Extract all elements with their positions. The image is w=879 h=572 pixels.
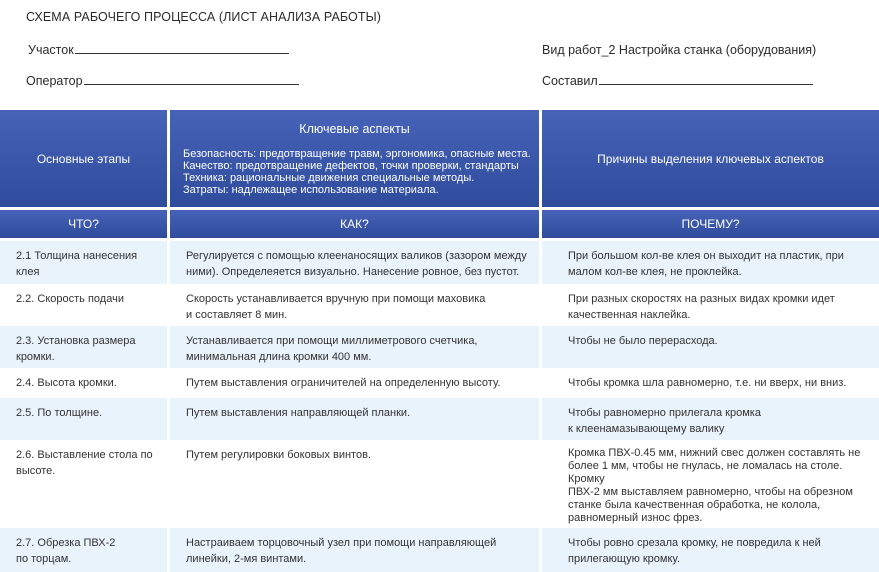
cell-what: 2.6. Выставление стола по высоте. xyxy=(0,440,170,528)
key-aspects-title: Ключевые аспекты xyxy=(299,121,410,136)
cell-what: 2.4. Высота кромки. xyxy=(0,368,170,398)
blank-line xyxy=(599,73,813,85)
table-row xyxy=(0,440,879,528)
cell-how: Путем выставления ограничителей на определенную высоту. xyxy=(170,368,542,398)
field-uchastok xyxy=(28,42,289,57)
subheader-how: КАК? xyxy=(170,207,542,241)
cell-how: Устанавливается при помощи миллиметрового счетчика, минимальная длина кромки 400 мм. xyxy=(170,326,542,368)
cell-why: Чтобы ровно срезала кромку, не повредила к ней прилегающую кромку. xyxy=(542,528,879,572)
cell-why: При разных скоростях на разных видах кромки идет качественная наклейка. xyxy=(542,284,879,326)
cell-how: Настраиваем торцовочный узел при помощи направляющей линейки, 2-мя винтами. xyxy=(170,528,542,572)
field-operator xyxy=(26,73,299,88)
document-title: СХЕМА РАБОЧЕГО ПРОЦЕССА (ЛИСТ АНАЛИЗА РАБОТЫ) xyxy=(26,10,382,24)
key-aspect-item: Безопасность: предотвращение травм, эргономика, опасные места. xyxy=(183,147,531,160)
header-reasons: Причины выделения ключевых аспектов xyxy=(542,110,879,207)
cell-why: Чтобы кромка шла равномерно, т.е. ни вверх, ни вниз. xyxy=(542,368,879,398)
cell-why: Кромка ПВХ-0.45 мм, нижний свес должен составлять не более 1 мм, чтобы не гнулась, не ломалась на столе. Кромку ПВХ-2 мм выставляем равномерно, чтобы на обрезном станке была качественная обработка, не колола, равномерный износ фрез. xyxy=(542,440,879,528)
cell-what: 2.5. По толщине. xyxy=(0,398,170,440)
key-aspect-item: Качество: предотвращение дефектов, точки проверки, стандарты xyxy=(183,159,519,172)
table-row xyxy=(0,398,879,440)
cell-what: 2.3. Установка размера кромки. xyxy=(0,326,170,368)
table-row xyxy=(0,368,879,398)
table-row xyxy=(0,326,879,368)
cell-how: Скорость устанавливается вручную при помощи маховика и составляет 8 мин. xyxy=(170,284,542,326)
cell-what: 2.7. Обрезка ПВХ-2 по торцам. xyxy=(0,528,170,572)
field-operator-label: Оператор xyxy=(26,74,83,88)
table-row xyxy=(0,284,879,326)
blank-line xyxy=(84,73,299,85)
header-main-stages: Основные этапы xyxy=(0,110,170,207)
field-vid-rabot xyxy=(542,43,816,57)
subheader-why: ПОЧЕМУ? xyxy=(542,207,879,241)
cell-what: 2.2. Скорость подачи xyxy=(0,284,170,326)
cell-how: Путем выставления направляющей планки. xyxy=(170,398,542,440)
key-aspect-item: Техника: рациональные движения специальные методы. xyxy=(183,171,475,184)
table-subheader-row xyxy=(0,207,879,241)
header-key-aspects xyxy=(170,110,542,207)
table-row xyxy=(0,241,879,284)
cell-how: Регулируется с помощью клеенаносящих валиков (зазором между ними). Определеяется визуально. Нанесение ровное, без пустот. xyxy=(170,241,542,284)
table-row xyxy=(0,528,879,572)
field-uchastok-label: Участок xyxy=(28,43,74,57)
table-header-row xyxy=(0,110,879,207)
field-sostavil xyxy=(542,73,813,88)
cell-why: При большом кол-ве клея он выходит на пластик, при малом кол-ве клея, не проклейка. xyxy=(542,241,879,284)
cell-why: Чтобы не было перерасхода. xyxy=(542,326,879,368)
field-sostavil-label: Составил xyxy=(542,74,598,88)
blank-line xyxy=(75,42,289,54)
subheader-what: ЧТО? xyxy=(0,207,170,241)
cell-how: Путем регулировки боковых винтов. xyxy=(170,440,542,528)
key-aspects-list xyxy=(171,148,538,196)
analysis-table xyxy=(0,110,879,572)
field-vid-rabot-label: Вид работ_2 Настройка станка (оборудования) xyxy=(542,43,817,57)
cell-why: Чтобы равномерно прилегала кромка к клеенамазывающему валику xyxy=(542,398,879,440)
key-aspect-item: Затраты: надлежащее использование материала. xyxy=(183,183,439,196)
cell-what: 2.1 Толщина нанесения клея xyxy=(0,241,170,284)
